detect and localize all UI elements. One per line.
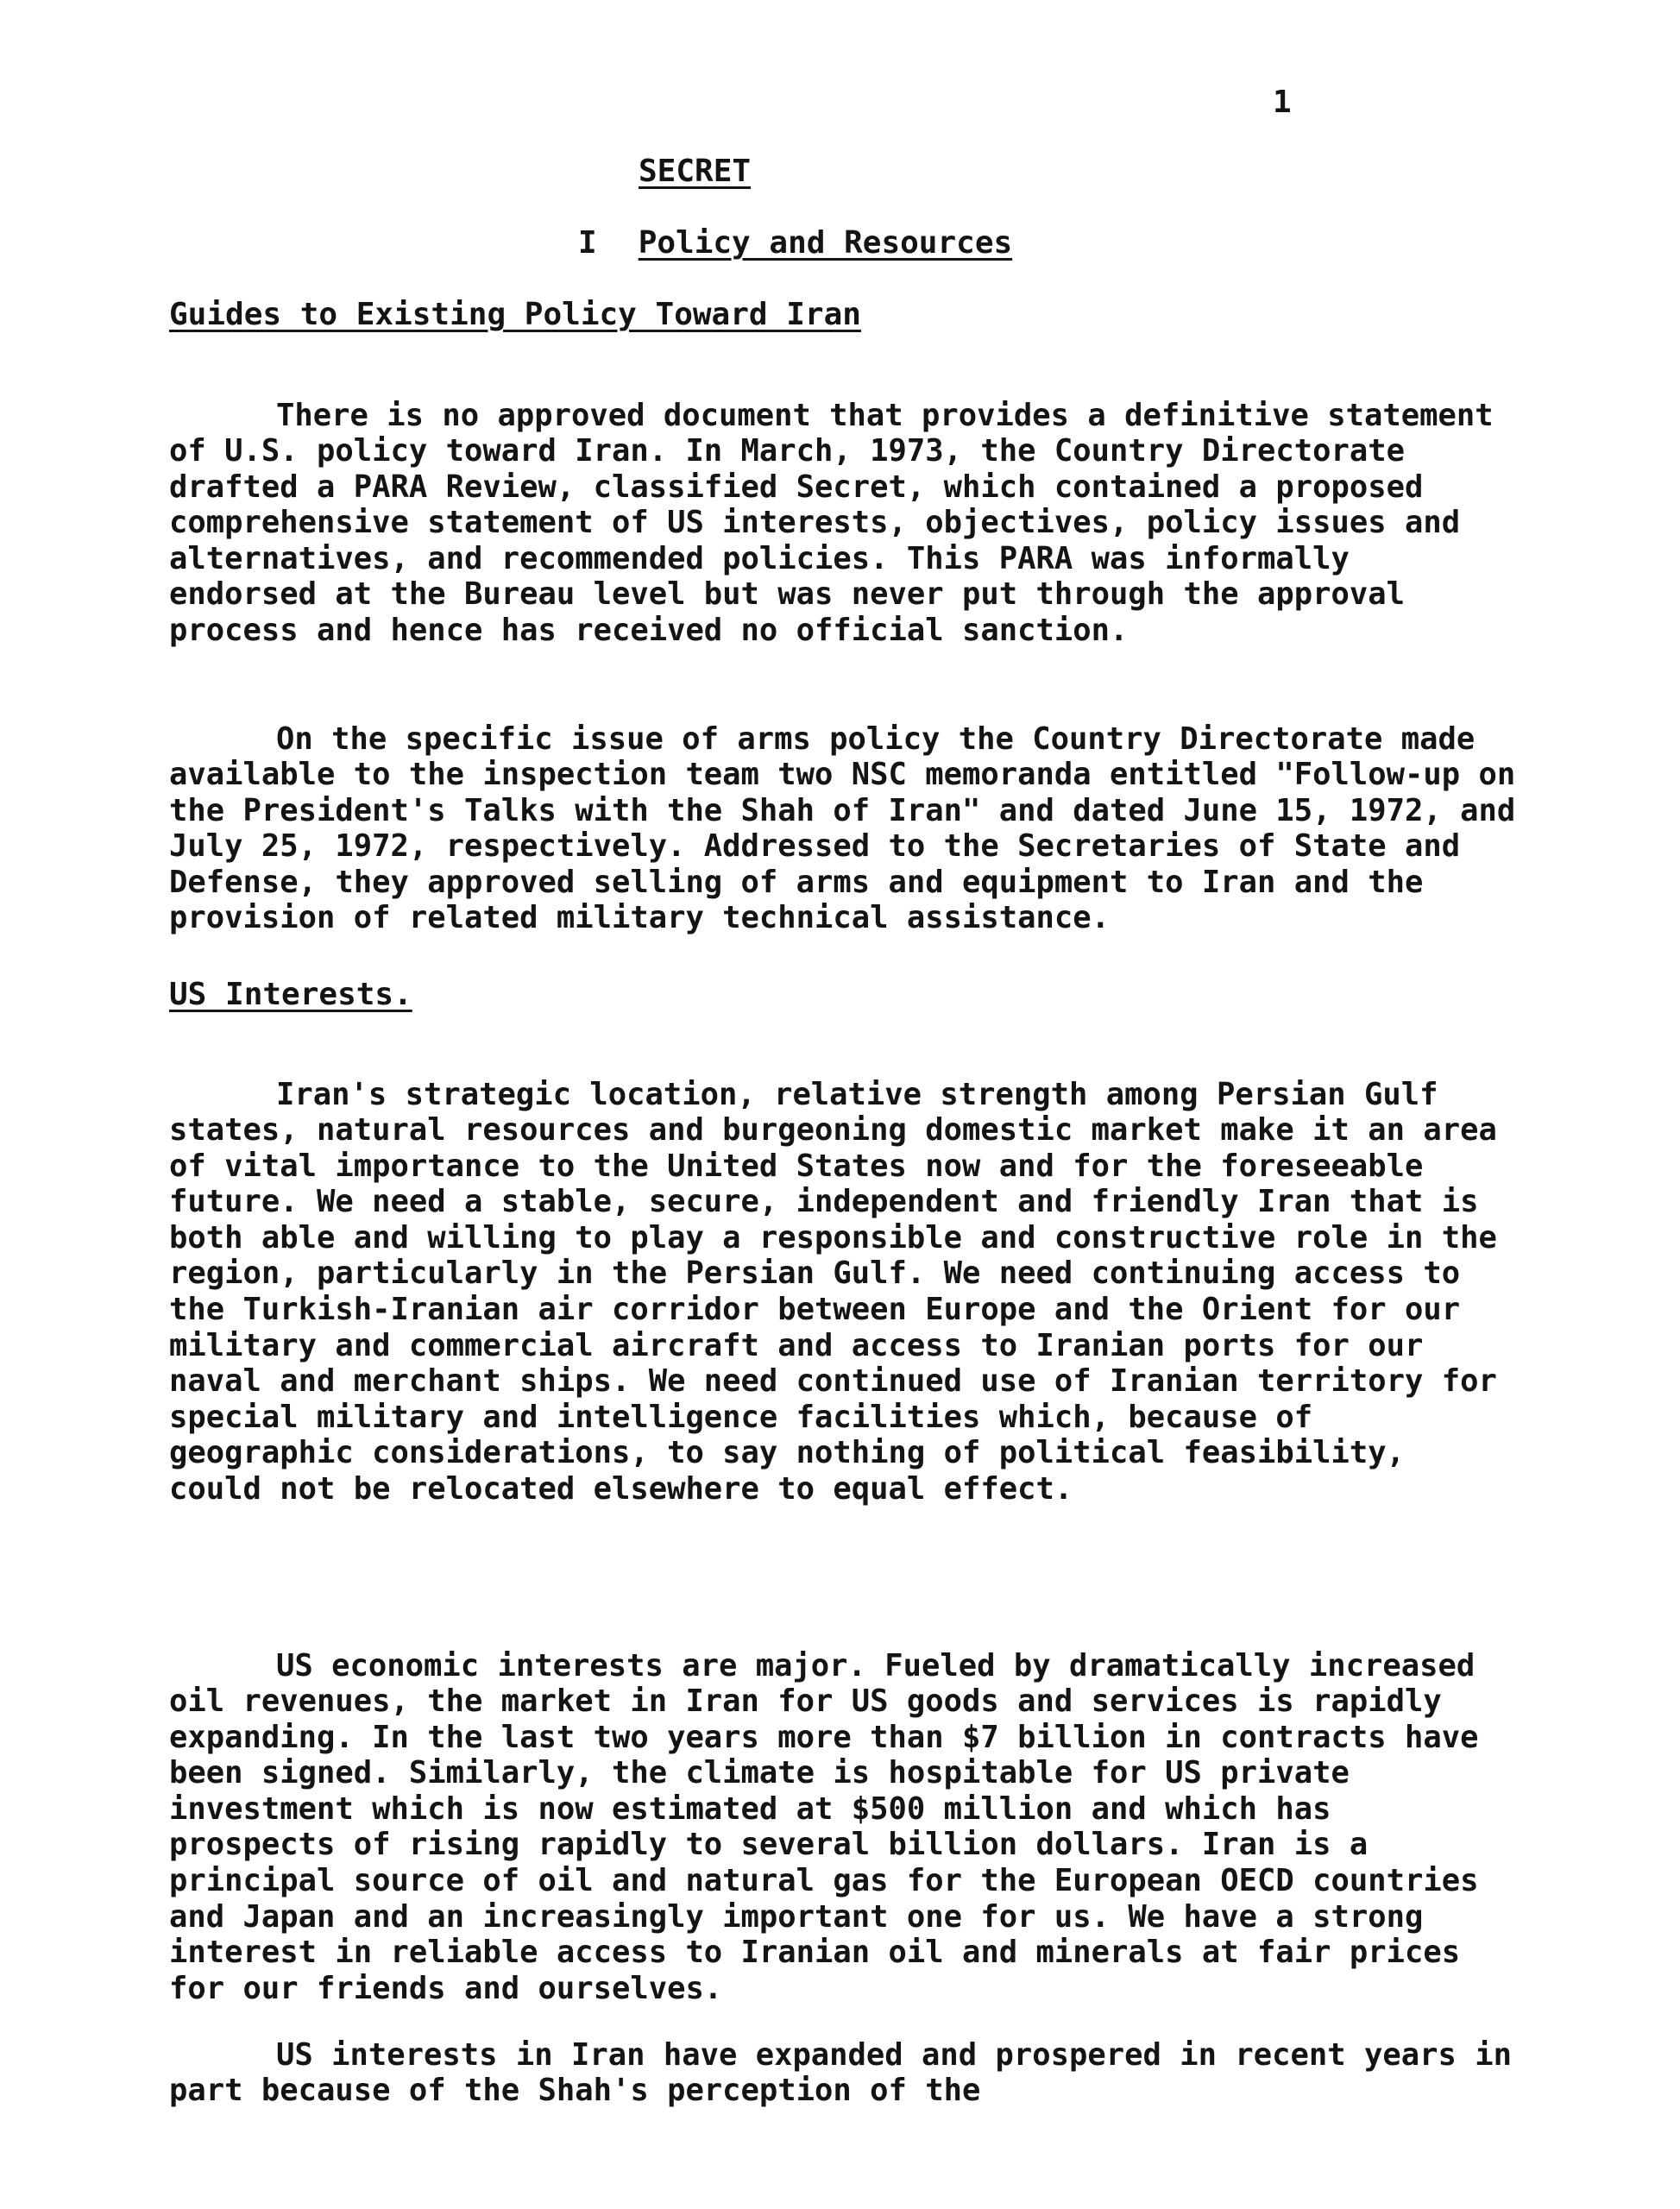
paragraph-arms-policy: On the specific issue of arms policy the Country Directorate made available to the inspection team two NSC memoranda entitled "Follow-up on the President's Talks with the Shah of Iran" and dated June 15, 1972, and July 25, 1972, respectively. Addressed to the Secretaries of State and Defense, they approved selling of arms and equipment to Iran and the provision of related military technical assistance.	[169, 721, 1516, 936]
page-number: 1	[1273, 85, 1292, 120]
paragraph-strategic-location: Iran's strategic location, relative strength among Persian Gulf states, natural resources and burgeoning domestic market make it an area of vital importance to the United States now and for the foreseeable future. We need a stable, secure, independent and friendly Iran that is both able and willing to play a responsible and constructive role in the region, particularly in the Persian Gulf. We need continuing access to the Turkish-Iranian air corridor between Europe and the Orient for our military and commercial aircraft and access to Iranian ports for our naval and merchant ships. We need continued use of Iranian territory for special military and intelligence facilities which, because of geographic considerations, to say nothing of political feasibility, could not be relocated elsewhere to equal effect.	[169, 1076, 1497, 1507]
paragraph-economic-interests: US economic interests are major. Fueled by dramatically increased oil revenues, the market in Iran for US goods and services is rapidly expanding. In the last two years more than $7 billion in contracts have been signed. Similarly, the climate is hospitable for US private investment which is now estimated at $500 million and which has prospects of rising rapidly to several billion dollars. Iran is a principal source of oil and natural gas for the European OECD countries and Japan and an increasingly important one for us. We have a strong interest in reliable access to Iranian oil and minerals at fair prices for our friends and ourselves.	[169, 1647, 1479, 2006]
paragraph-expanded-interests: US interests in Iran have expanded and prospered in recent years in part because of the Shah's perception of the	[169, 2036, 1512, 2109]
heading-us-interests: US Interests.	[169, 977, 412, 1012]
section-title	[578, 225, 1012, 261]
classification-marking: SECRET	[639, 154, 752, 189]
section-title-text: Policy and Resources	[638, 225, 1013, 261]
heading-guides-to-existing-policy: Guides to Existing Policy Toward Iran	[169, 297, 861, 332]
paragraph-no-approved-document: There is no approved document that provides a definitive statement of U.S. policy toward Iran. In March, 1973, the Country Directorate drafted a PARA Review, classified Secret, which contained a proposed comprehensive statement of US interests, objectives, policy issues and alternatives, and recommended policies. This PARA was informally endorsed at the Bureau level but was never put through the approval process and hence has received no official sanction.	[169, 397, 1494, 649]
section-numeral: I	[578, 225, 597, 261]
